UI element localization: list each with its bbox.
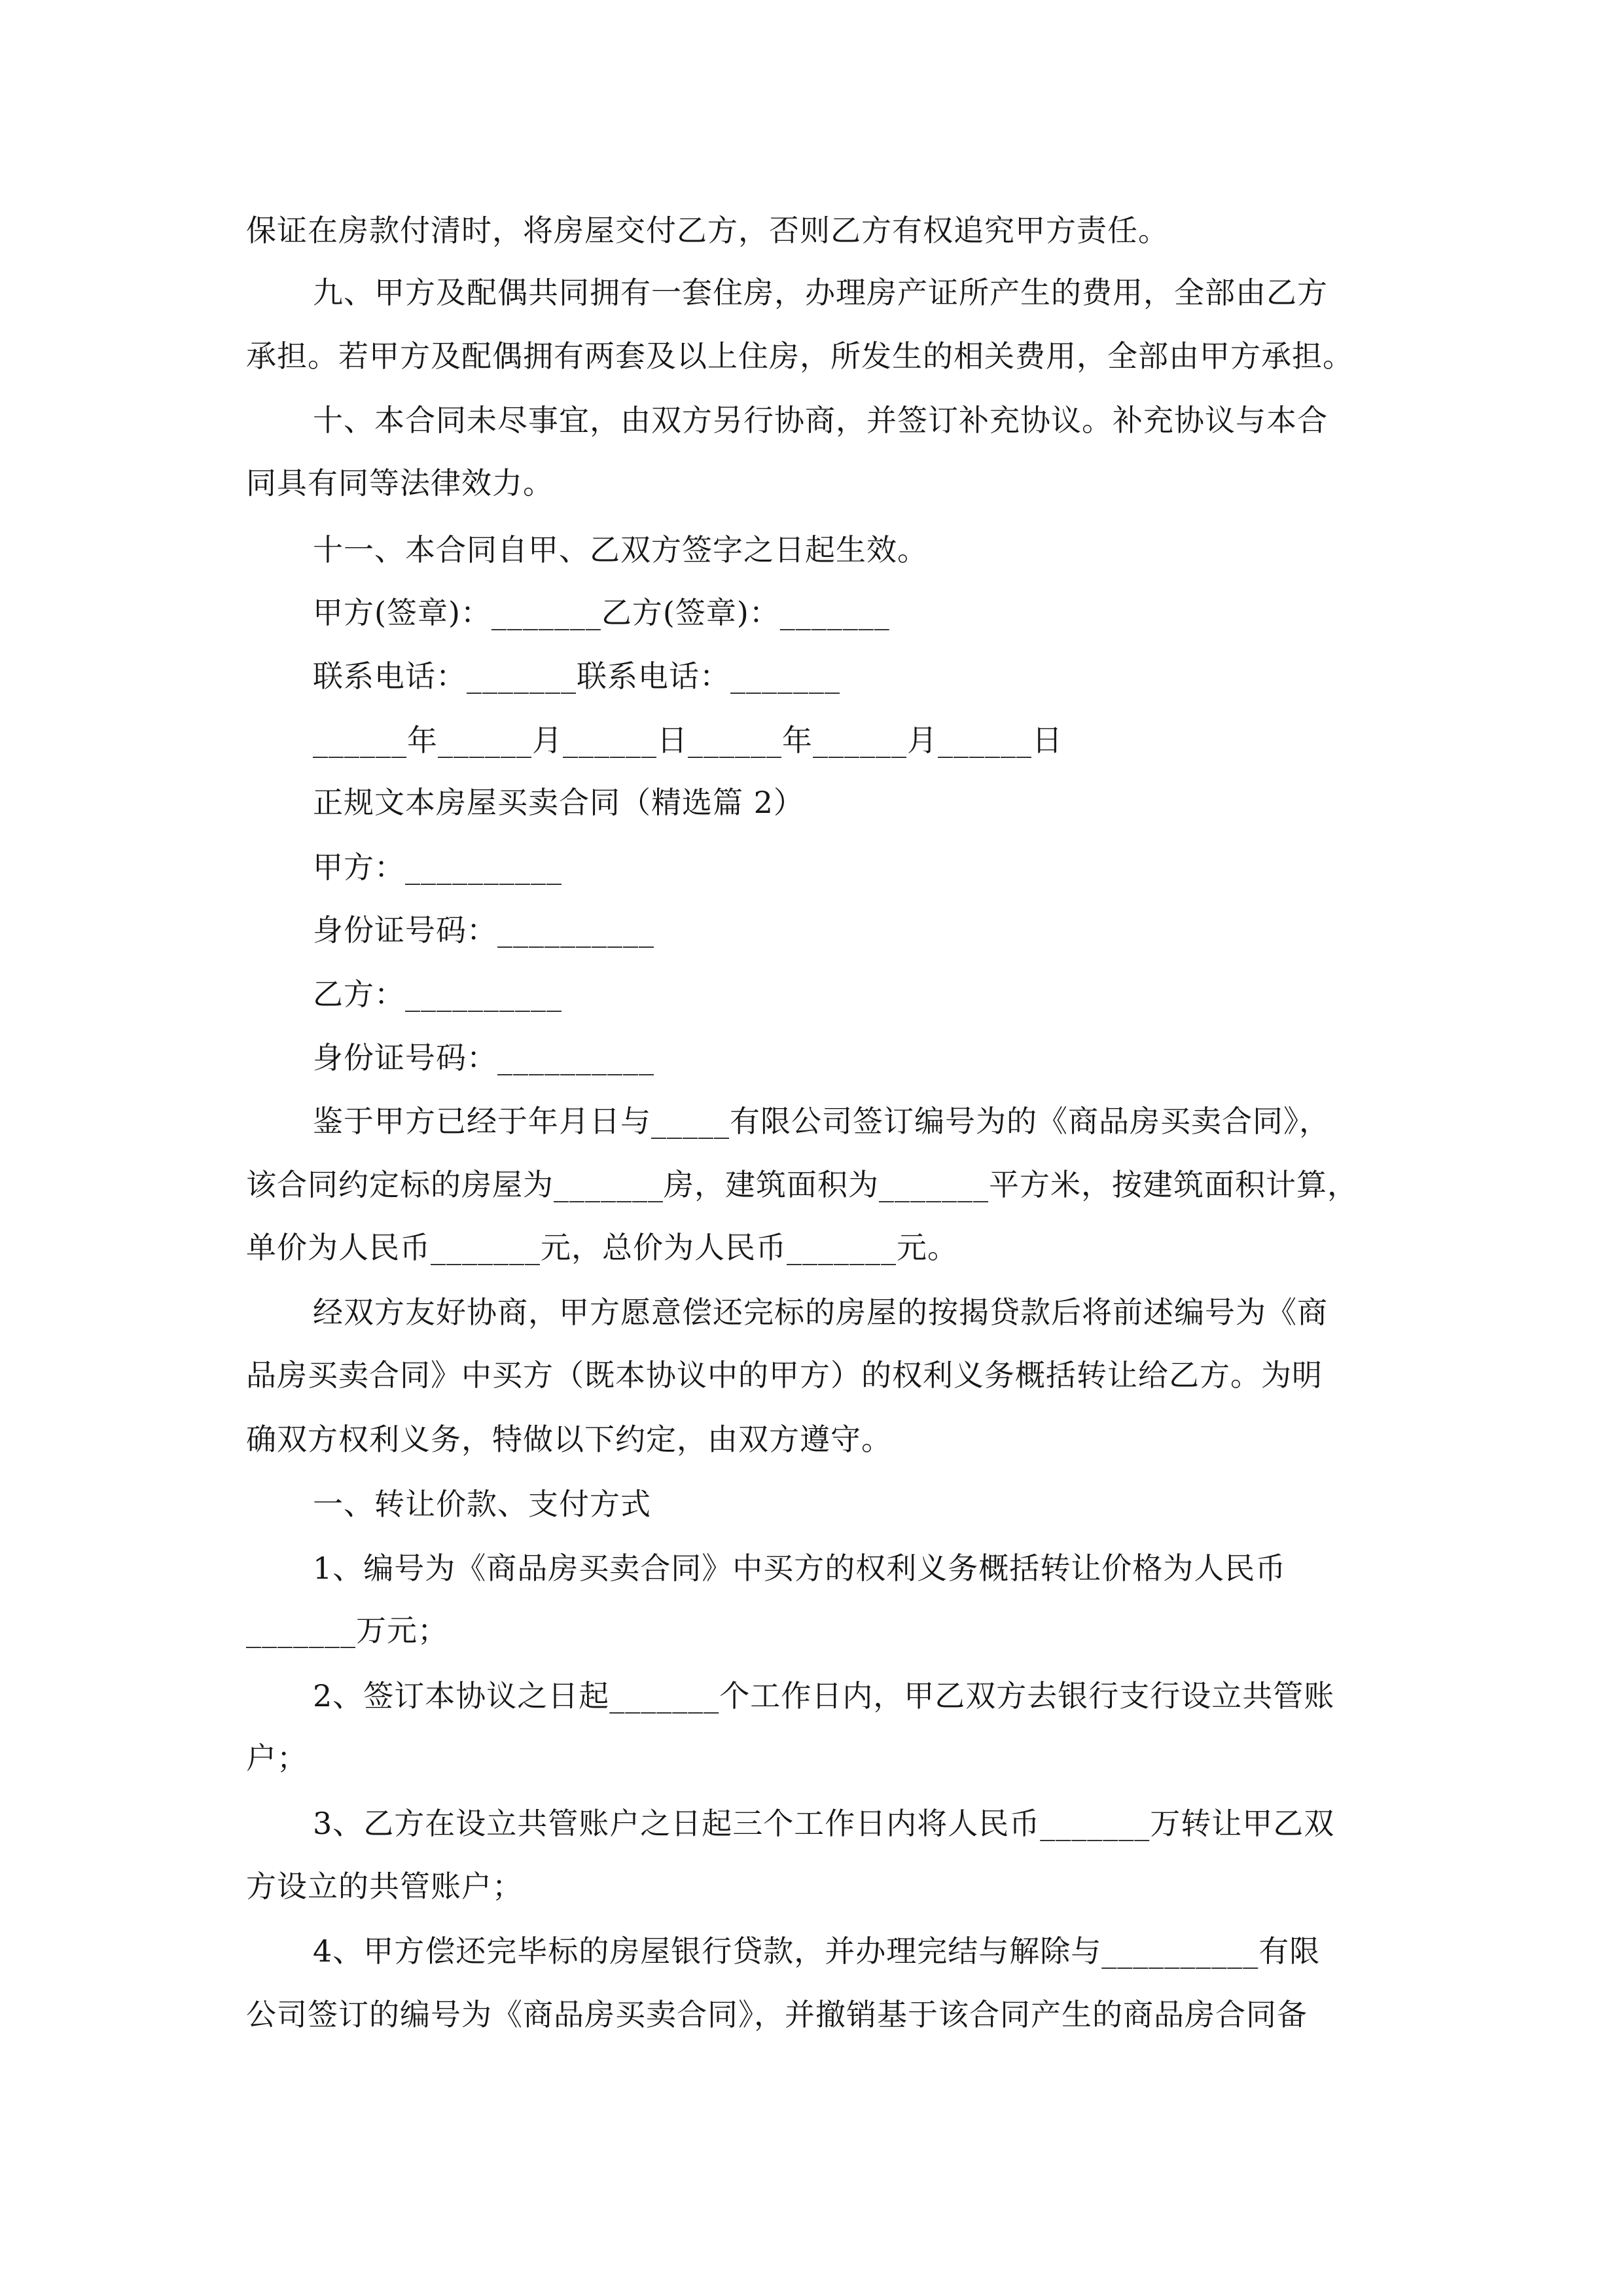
item-one-line: 1、编号为《商品房买卖合同》中买方的权利义务概括转让价格为人民币: [313, 1551, 1287, 1586]
clause-ten-line: 十、本合同未尽事宜，由双方另行协商，并签订补充协议。补充协议与本合: [313, 403, 1328, 438]
party-b-id-field: 身份证号码：__________: [313, 1040, 654, 1075]
body-text-line: 承担。若甲方及配偶拥有两套及以上住房，所发生的相关费用，全部由甲方承担。: [246, 338, 1353, 374]
item-two-line: 2、签订本协议之日起_______个工作日内，甲乙双方去银行支行设立共管账: [313, 1678, 1335, 1713]
date-line: ______年______月______日______年______月______日: [313, 723, 1063, 758]
body-text-line: 保证在房款付清时，将房屋交付乙方，否则乙方有权追究甲方责任。: [246, 213, 1169, 248]
contact-phone-line: 联系电话：_______联系电话：_______: [313, 658, 840, 694]
body-text-line: 公司签订的编号为《商品房买卖合同》，并撤销基于该合同产生的商品房合同备: [246, 1997, 1308, 2032]
agreement-line: 经双方友好协商，甲方愿意偿还完标的房屋的按揭贷款后将前述编号为《商: [313, 1295, 1328, 1330]
subsection-heading: 一、转让价款、支付方式: [313, 1486, 651, 1522]
party-b-field: 乙方：__________: [313, 977, 562, 1012]
clause-nine-line: 九、甲方及配偶共同拥有一套住房，办理房产证所产生的费用，全部由乙方: [313, 275, 1328, 310]
body-text-line: 方设立的共管账户；: [246, 1869, 523, 1904]
item-three-line: 3、乙方在设立共管账户之日起三个工作日内将人民币_______万转让甲乙双: [313, 1806, 1335, 1841]
clause-eleven-line: 十一、本合同自甲、乙双方签字之日起生效。: [313, 532, 928, 567]
body-text-line: 品房买卖合同》中买方（既本协议中的甲方）的权利义务概括转让给乙方。为明: [246, 1357, 1323, 1393]
recital-line: 鉴于甲方已经于年月日与_____有限公司签订编号为的《商品房买卖合同》，: [313, 1103, 1330, 1139]
section-heading: 正规文本房屋买卖合同（精选篇 2）: [313, 785, 804, 820]
body-text-line: 确双方权利义务，特做以下约定，由双方遵守。: [246, 1422, 892, 1457]
signature-line: 甲方(签章)：_______乙方(签章)：_______: [313, 595, 890, 630]
body-text-line: 同具有同等法律效力。: [246, 465, 554, 501]
body-text-line: 户；: [246, 1740, 308, 1776]
body-text-line: 该合同约定标的房屋为_______房，建筑面积为_______平方米，按建筑面积计算，: [246, 1167, 1358, 1202]
party-a-id-field: 身份证号码：__________: [313, 912, 654, 948]
body-text-line: 单价为人民币_______元，总价为人民币_______元。: [246, 1230, 958, 1265]
item-four-line: 4、甲方偿还完毕标的房屋银行贷款，并办理完结与解除与__________有限: [313, 1933, 1321, 1969]
body-text-line: _______万元；: [246, 1613, 448, 1648]
party-a-field: 甲方：__________: [313, 850, 562, 885]
